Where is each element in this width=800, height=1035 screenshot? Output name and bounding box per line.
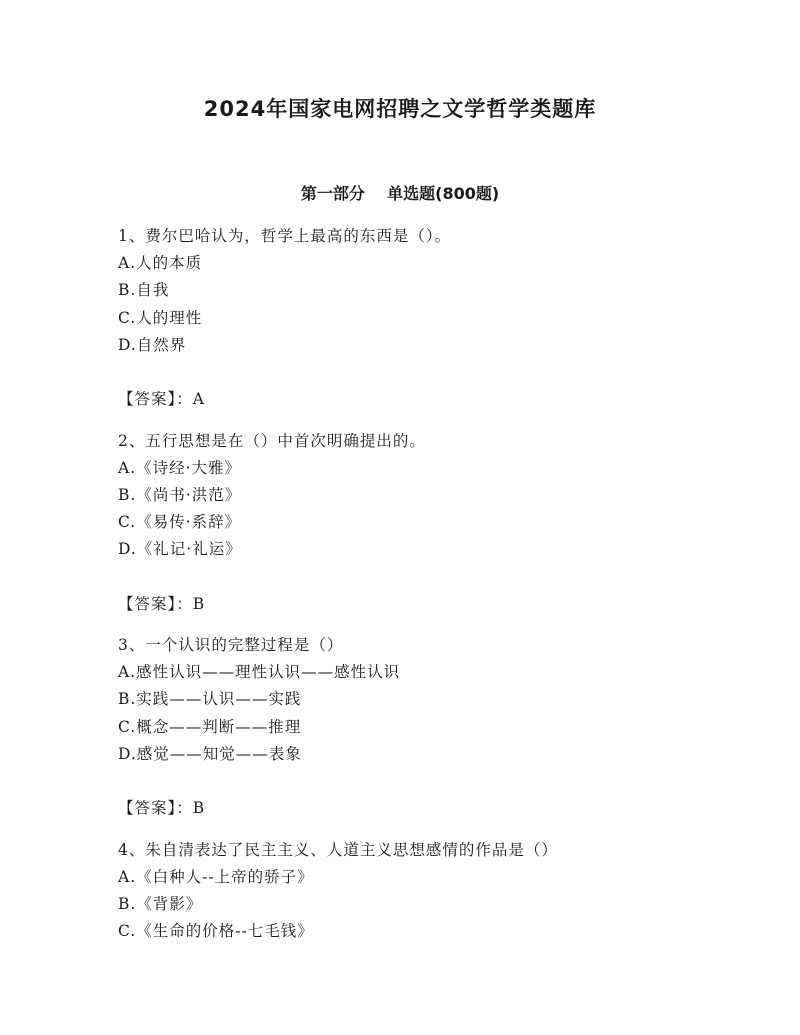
answer-line: 【答案】：B [118, 594, 206, 613]
question-stem: 3、一个认识的完整过程是（） [118, 636, 344, 655]
option-d: D.《礼记·礼运》 [118, 540, 242, 559]
section-heading: 第一部分 单选题(800题) [300, 184, 500, 203]
document-title: 2024年国家电网招聘之文学哲学类题库 [203, 97, 597, 121]
question-list [118, 223, 718, 945]
option-a: A.感性认识——理性认识——感性认识 [118, 663, 401, 682]
answer-line: 【答案】：B [118, 799, 206, 818]
question-stem: 1、费尔巴哈认为，哲学上最高的东西是（）。 [118, 227, 452, 245]
question-2 [118, 428, 718, 633]
option-b: B.《背影》 [118, 894, 203, 913]
option-c: C.人的理性 [118, 308, 203, 327]
option-c: C.概念——判断——推理 [118, 717, 302, 736]
option-a: A.人的本质 [118, 254, 203, 273]
option-c: C.《易传·系辞》 [118, 513, 242, 532]
option-b: B.实践——认识——实践 [118, 690, 302, 709]
option-b: B.自我 [118, 281, 170, 300]
option-d: D.感觉——知觉——表象 [118, 744, 302, 763]
option-a: A.《白种人--上帝的骄子》 [118, 867, 314, 886]
answer-line: 【答案】：A [118, 390, 205, 409]
question-4 [118, 837, 718, 946]
option-b: B.《尚书·洪范》 [118, 485, 242, 504]
option-a: A.《诗经·大雅》 [118, 458, 242, 477]
option-d: D.自然界 [118, 335, 187, 354]
question-stem: 4、朱自清表达了民主主义、人道主义思想感情的作品是（） [118, 840, 558, 859]
question-3 [118, 632, 718, 837]
question-stem: 2、五行思想是在（）中首次明确提出的。 [118, 431, 426, 450]
option-c: C.《生命的价格--七毛钱》 [118, 922, 314, 941]
question-1 [118, 223, 718, 428]
